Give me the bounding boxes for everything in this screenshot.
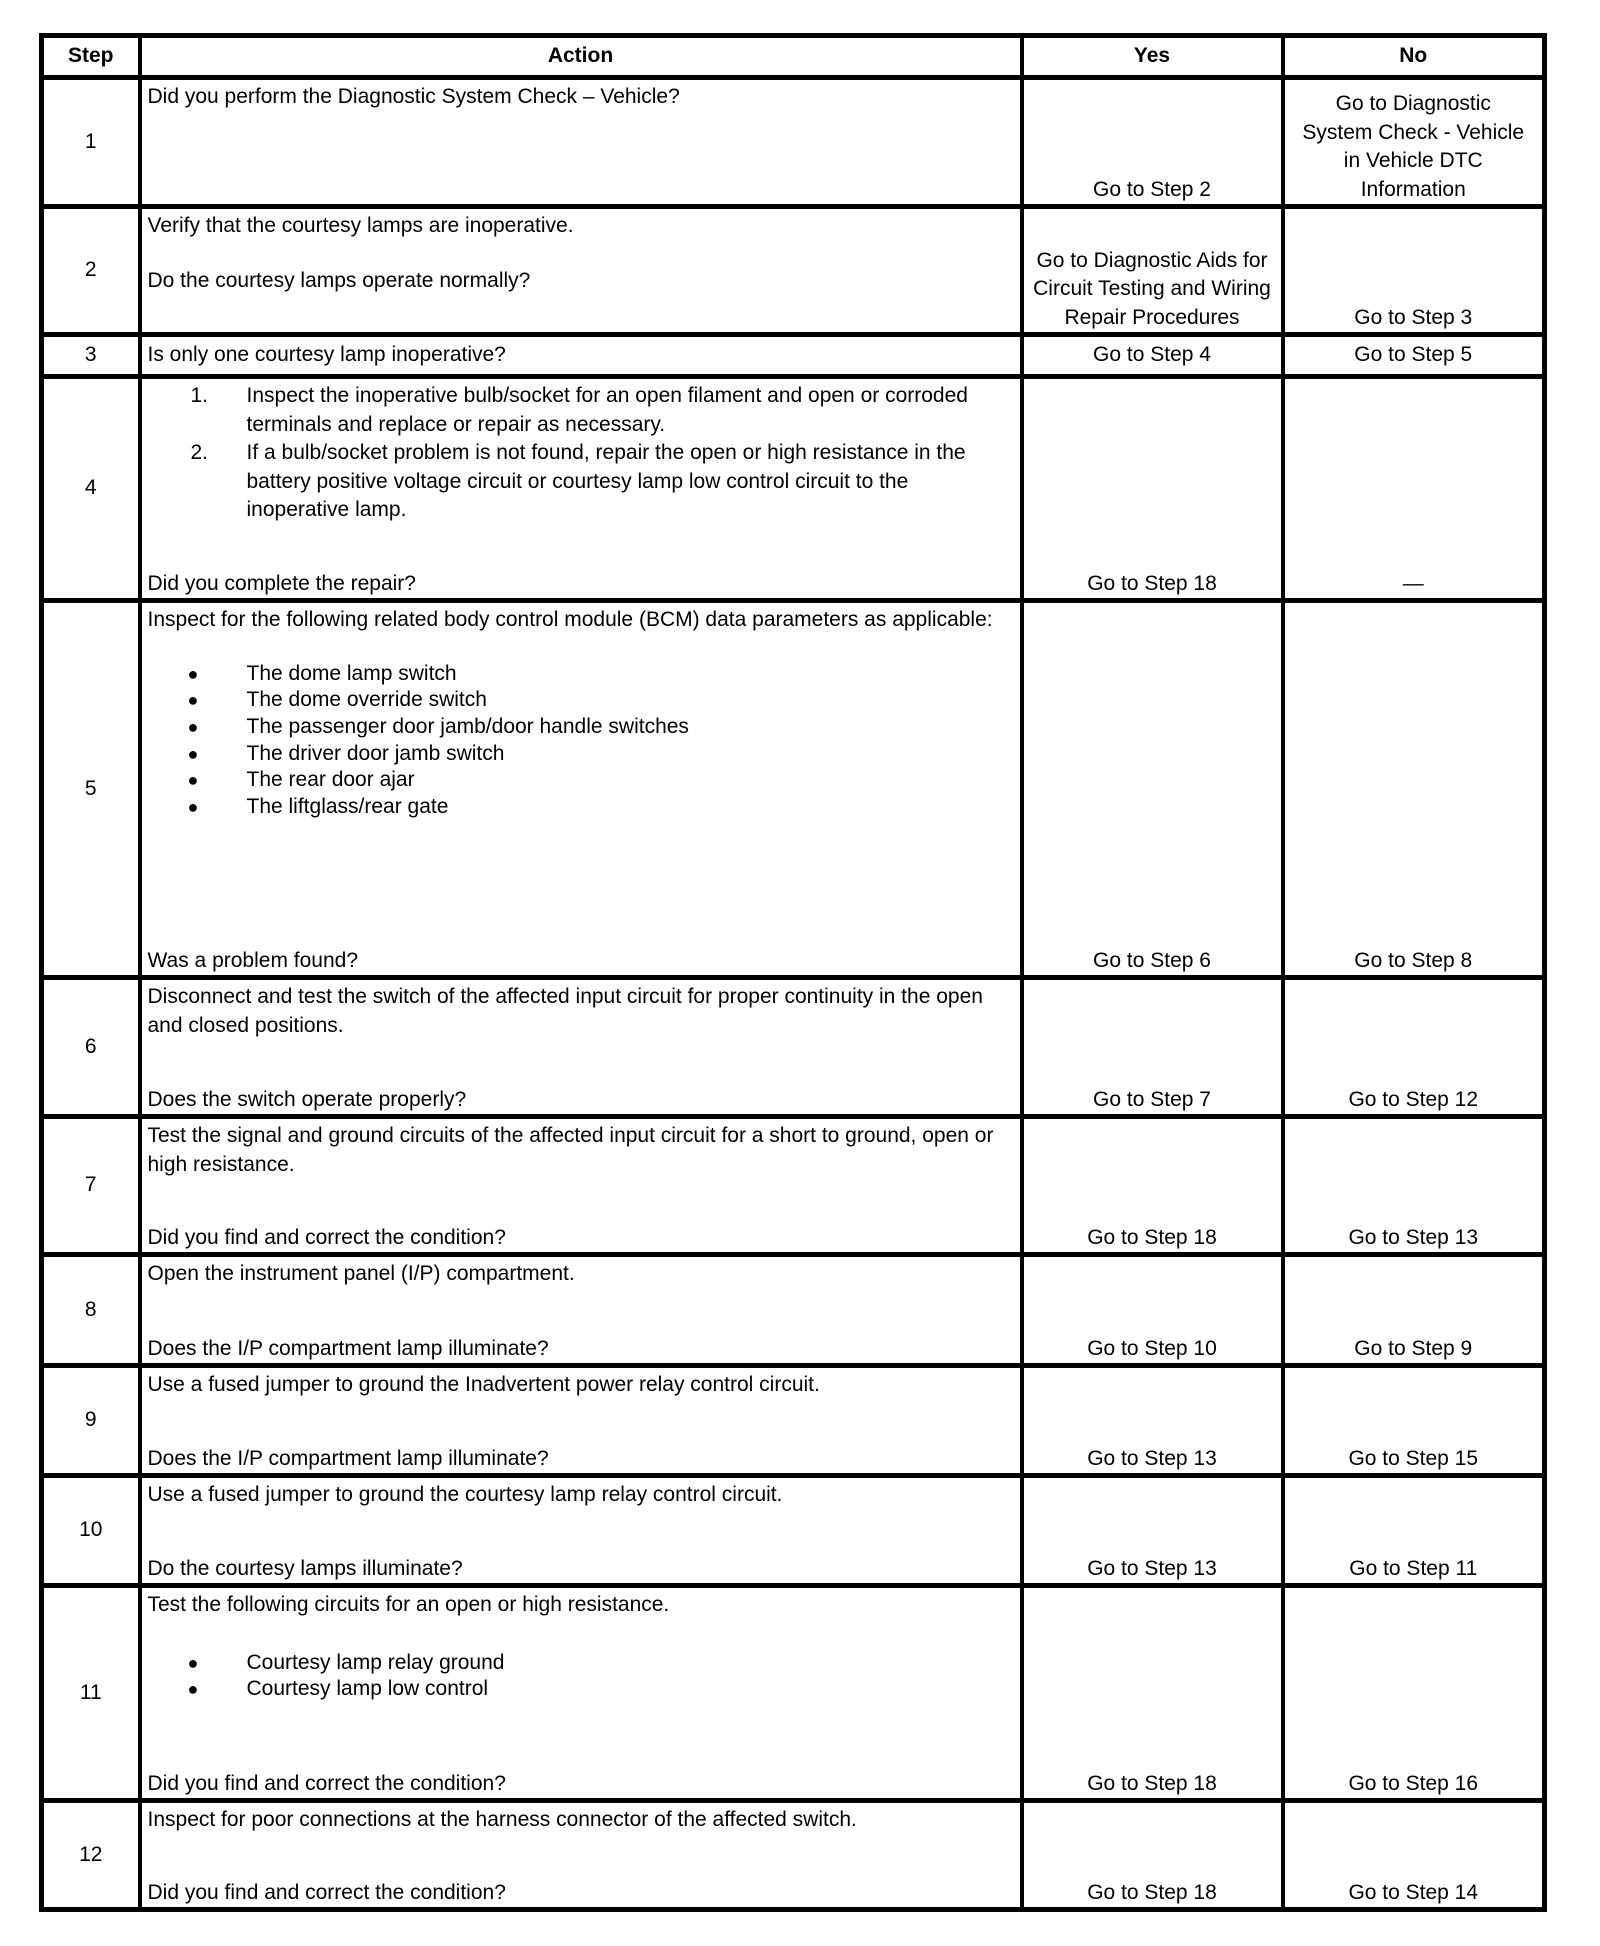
yes-link[interactable]: Go to Step 4: [1093, 343, 1211, 367]
list-item-text: The dome override switch: [246, 688, 487, 712]
no-link[interactable]: Go to Step 12: [1348, 1087, 1479, 1111]
list-item-text: Courtesy lamp low control: [246, 1677, 489, 1701]
no-cell: [1283, 78, 1545, 207]
list-item: [148, 1676, 1014, 1703]
bullet-icon: ●: [187, 1652, 199, 1673]
bullet-icon: ●: [187, 770, 199, 791]
action-cell: [140, 207, 1022, 335]
yes-cell: [1022, 377, 1283, 601]
table-row: [42, 207, 1545, 335]
action-text: Use a fused jumper to ground the courtesy lamp relay control circuit.: [147, 1483, 783, 1506]
no-link[interactable]: Go to Step 11: [1349, 1556, 1478, 1580]
list-item: [148, 661, 1014, 688]
bullet-icon: ●: [187, 663, 199, 684]
action-cell: [140, 78, 1022, 207]
no-link[interactable]: Go to Step 8: [1354, 948, 1473, 972]
action-cell: [140, 335, 1022, 377]
no-cell: [1283, 377, 1545, 601]
action-cell: [140, 1117, 1022, 1255]
no-cell: [1283, 601, 1545, 978]
list-number: 2.: [190, 441, 209, 464]
yes-cell: [1022, 601, 1283, 978]
yes-link[interactable]: Go to Step 2: [1093, 177, 1211, 201]
action-text: Inspect for the following related body control module (BCM) data parameters as applicable:: [147, 608, 993, 631]
yes-cell: [1022, 978, 1283, 1117]
table-row: [42, 1366, 1545, 1476]
list-item-text: Inspect the inoperative bulb/socket for an open filament and open or corroded terminals and replace or repair as necessary.: [246, 384, 968, 436]
action-question: Does the I/P compartment lamp illuminate?: [147, 1446, 549, 1470]
yes-cell: [1022, 207, 1283, 335]
yes-link[interactable]: Go to Diagnostic Aids for Circuit Testing and Wiring Repair Procedures: [1033, 248, 1271, 329]
no-link[interactable]: Go to Step 16: [1348, 1771, 1479, 1795]
yes-link[interactable]: Go to Step 18: [1087, 1771, 1217, 1795]
numbered-list: [148, 382, 1014, 525]
table-row: [42, 1476, 1545, 1586]
list-item-text: The dome lamp switch: [246, 661, 457, 685]
action-cell: [140, 978, 1022, 1117]
list-number: 1.: [190, 384, 209, 407]
no-cell: [1283, 1117, 1545, 1255]
no-cell: [1283, 1366, 1545, 1476]
action-cell: [140, 1366, 1022, 1476]
action-cell: [140, 601, 1022, 978]
yes-link[interactable]: Go to Step 18: [1087, 1225, 1217, 1249]
header-row: [42, 36, 1545, 78]
yes-cell: [1022, 1366, 1283, 1476]
no-cell: [1283, 978, 1545, 1117]
no-cell: [1283, 1255, 1545, 1366]
header-step: Step: [42, 36, 140, 78]
list-item: [148, 767, 1014, 794]
table-row: [42, 1255, 1545, 1366]
step-number: 4: [42, 377, 140, 601]
list-item-text: The passenger door jamb/door handle switches: [246, 714, 689, 738]
step-number: 3: [42, 335, 140, 377]
action-cell: [140, 1476, 1022, 1586]
diagnostic-table: [39, 33, 1547, 1912]
action-cell: [140, 1801, 1022, 1910]
no-link[interactable]: Go to Step 3: [1354, 305, 1473, 329]
table-row: [42, 1117, 1545, 1255]
bullet-icon: ●: [187, 690, 199, 711]
list-item: [148, 794, 1014, 821]
yes-link[interactable]: Go to Step 7: [1093, 1087, 1211, 1111]
action-question: Did you find and correct the condition?: [147, 1225, 506, 1249]
table-row: [42, 78, 1545, 207]
action-text: Open the instrument panel (I/P) compartment.: [147, 1262, 575, 1285]
action-question: Did you find and correct the condition?: [147, 1880, 506, 1904]
action-question: Did you complete the repair?: [147, 571, 416, 595]
action-question: Does the switch operate properly?: [147, 1087, 467, 1111]
action-text: Disconnect and test the switch of the affected input circuit for proper continuity in the open and closed positions.: [147, 985, 983, 1037]
yes-link[interactable]: Go to Step 18: [1087, 571, 1217, 595]
bullet-list: [148, 1650, 1014, 1703]
list-item: [148, 1650, 1014, 1677]
step-number: 12: [42, 1801, 140, 1910]
list-item: [148, 714, 1014, 741]
action-text: Test the following circuits for an open or high resistance.: [147, 1593, 670, 1616]
header-yes: Yes: [1022, 36, 1283, 78]
table-row: [42, 1801, 1545, 1910]
list-item: [148, 382, 1014, 439]
yes-cell: [1022, 1476, 1283, 1586]
no-cell: [1283, 335, 1545, 377]
bullet-icon: ●: [187, 743, 199, 764]
no-link[interactable]: Go to Step 14: [1348, 1880, 1479, 1904]
step-number: 7: [42, 1117, 140, 1255]
bullet-icon: ●: [187, 797, 199, 818]
no-cell: [1283, 1476, 1545, 1586]
no-link[interactable]: Go to Step 5: [1354, 343, 1473, 367]
action-text: Use a fused jumper to ground the Inadvertent power relay control circuit.: [147, 1373, 820, 1396]
table-row: [42, 1586, 1545, 1801]
yes-link[interactable]: Go to Step 13: [1087, 1556, 1217, 1580]
yes-cell: [1022, 1117, 1283, 1255]
list-item: [148, 439, 1014, 525]
no-link[interactable]: Go to Step 13: [1348, 1225, 1479, 1249]
step-number: 10: [42, 1476, 140, 1586]
step-number: 1: [42, 78, 140, 207]
yes-cell: [1022, 335, 1283, 377]
table-row: [42, 335, 1545, 377]
list-item-text: Courtesy lamp relay ground: [246, 1650, 505, 1674]
bullet-icon: ●: [187, 716, 199, 737]
yes-cell: [1022, 1586, 1283, 1801]
header-no: No: [1283, 36, 1545, 78]
list-item-text: If a bulb/socket problem is not found, repair the open or high resistance in the battery positive voltage circuit or courtesy lamp low control circuit to the inoperative lamp.: [246, 441, 966, 521]
action-question: Do the courtesy lamps illuminate?: [147, 1556, 463, 1580]
no-link[interactable]: Go to Diagnostic System Check - Vehicle in Vehicle DTC Information: [1302, 92, 1525, 201]
step-number: 9: [42, 1366, 140, 1476]
step-number: 6: [42, 978, 140, 1117]
table-row: [42, 601, 1545, 978]
action-text: Did you perform the Diagnostic System Check – Vehicle?: [147, 85, 680, 108]
step-number: 11: [42, 1586, 140, 1801]
bullet-icon: ●: [187, 1679, 199, 1700]
yes-link[interactable]: Go to Step 6: [1093, 948, 1211, 972]
list-item: [148, 741, 1014, 768]
no-cell: [1283, 1801, 1545, 1910]
list-item-text: The driver door jamb switch: [246, 741, 505, 765]
no-cell: [1283, 1586, 1545, 1801]
action-question: Do the courtesy lamps operate normally?: [147, 268, 531, 292]
yes-link[interactable]: Go to Step 13: [1087, 1446, 1217, 1470]
header-action: Action: [140, 36, 1022, 78]
action-text: Inspect for poor connections at the harness connector of the affected switch.: [147, 1808, 857, 1831]
list-item-text: The liftglass/rear gate: [246, 795, 449, 819]
action-text: Is only one courtesy lamp inoperative?: [147, 343, 506, 367]
yes-link[interactable]: Go to Step 18: [1087, 1880, 1217, 1904]
yes-cell: [1022, 1255, 1283, 1366]
yes-cell: [1022, 78, 1283, 207]
step-number: 8: [42, 1255, 140, 1366]
table-row: [42, 978, 1545, 1117]
no-link[interactable]: Go to Step 9: [1354, 1336, 1473, 1360]
action-cell: [140, 1586, 1022, 1801]
action-question: Did you find and correct the condition?: [147, 1771, 506, 1795]
action-question: Does the I/P compartment lamp illuminate?: [147, 1336, 549, 1360]
action-question: Was a problem found?: [147, 948, 359, 972]
bullet-list: [148, 661, 1014, 821]
table-row: [42, 377, 1545, 601]
yes-cell: [1022, 1801, 1283, 1910]
no-link[interactable]: Go to Step 15: [1348, 1446, 1479, 1470]
action-text: Verify that the courtesy lamps are inoperative.: [147, 214, 574, 237]
step-number: 5: [42, 601, 140, 978]
action-cell: [140, 377, 1022, 601]
action-text: Test the signal and ground circuits of the affected input circuit for a short to ground, open or high resistance.: [147, 1124, 994, 1176]
list-item-text: The rear door ajar: [246, 768, 415, 792]
action-cell: [140, 1255, 1022, 1366]
no-dash: —: [1402, 571, 1424, 595]
list-item: [148, 687, 1014, 714]
step-number: 2: [42, 207, 140, 335]
no-cell: [1283, 207, 1545, 335]
yes-link[interactable]: Go to Step 10: [1087, 1336, 1217, 1360]
